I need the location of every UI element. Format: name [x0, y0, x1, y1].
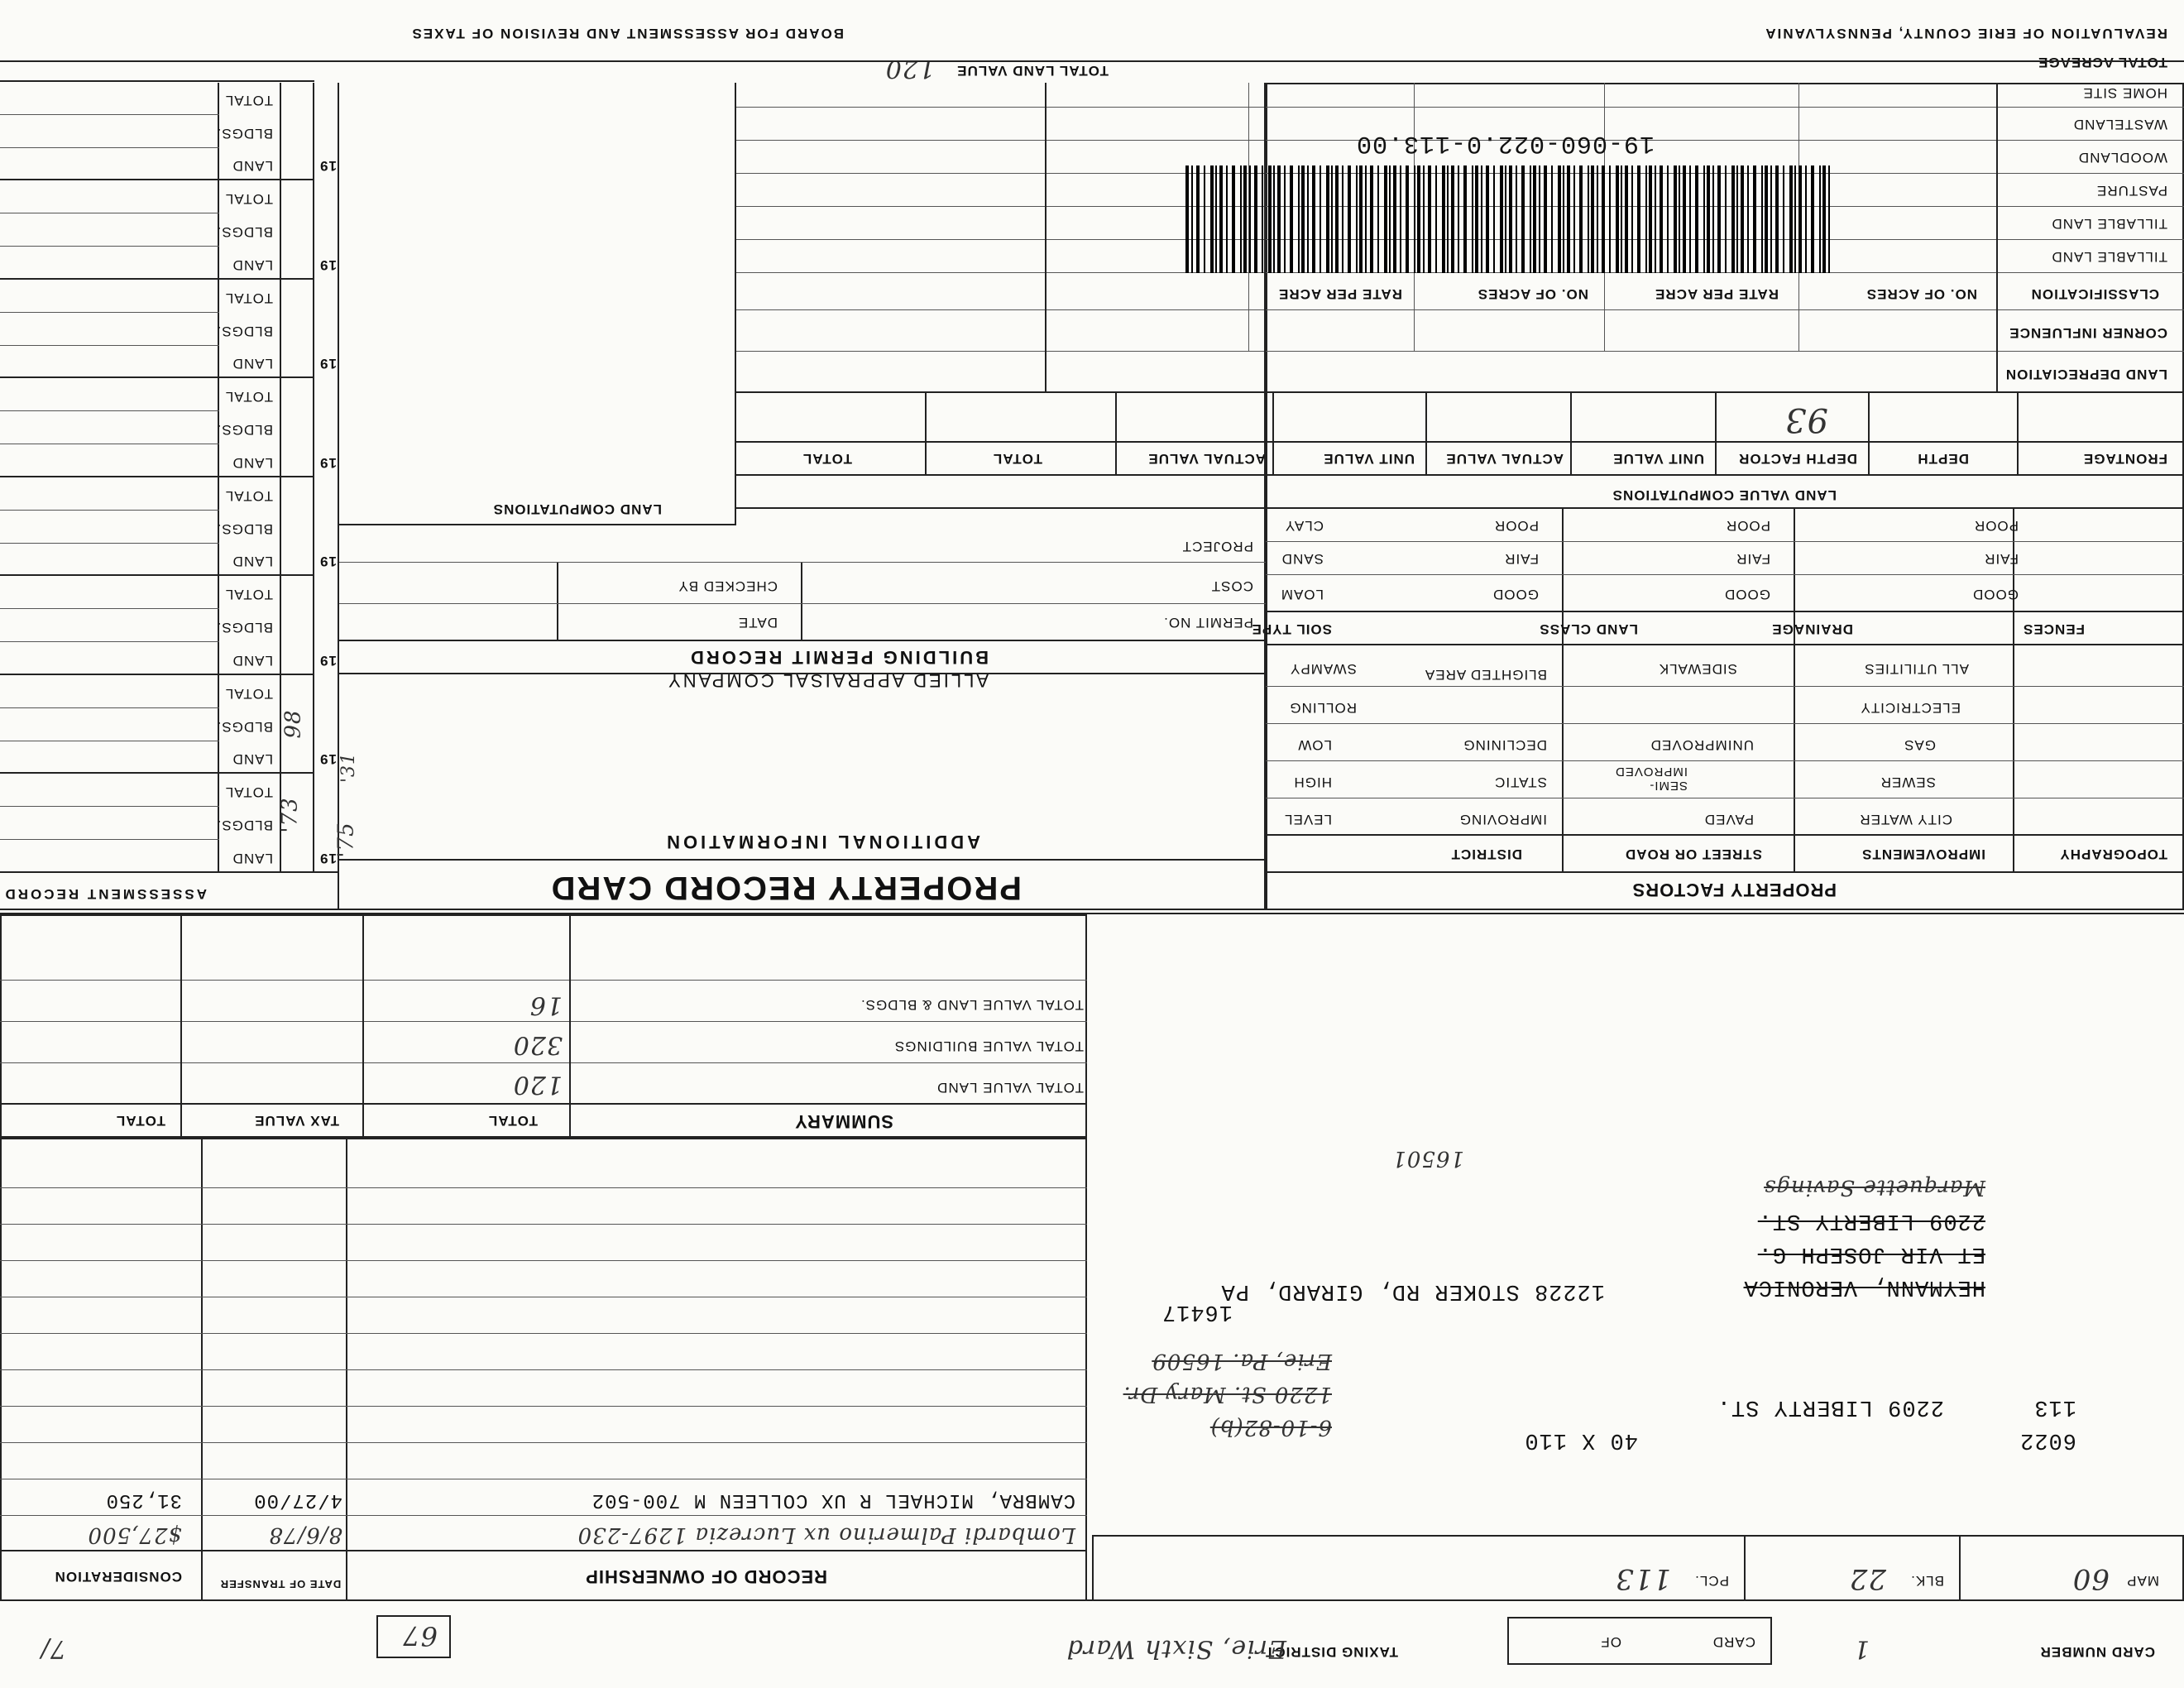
summary-tax-1: TAX VALUE [254, 1113, 339, 1129]
board-title: BOARD FOR ASSESSMENT AND REVISION OF TAXES [410, 26, 844, 41]
assessment-year-prefix: 19 [319, 257, 337, 273]
total-land-value-hand: 120 [884, 54, 935, 83]
barcode-bar [1204, 165, 1205, 273]
factor-sidewalk: SIDEWALK [1658, 661, 1737, 677]
barcode-bar [1591, 165, 1594, 273]
factor-gas: GAS [1904, 737, 1936, 753]
assessment-record-title: ASSESSMENT RECORD [2, 886, 207, 902]
factor-sewer: SEWER [1880, 774, 1936, 790]
col-total-1: TOTAL [992, 451, 1042, 467]
barcode-bar [1794, 165, 1796, 273]
summary-title: SUMMARY [794, 1111, 893, 1132]
barcode-bar [1775, 165, 1779, 273]
assessment-row-label: LAND [232, 257, 273, 273]
land-class-fair: FAIR [1504, 551, 1539, 567]
barcode-bar [1649, 165, 1652, 273]
card-of-box [1507, 1617, 1772, 1665]
barcode-bar [1384, 165, 1387, 273]
col-depth-factor: DEPTH FACTOR [1738, 451, 1857, 467]
barcode-bar [1307, 165, 1309, 273]
barcode-bar [1667, 165, 1669, 273]
total-land-value-label: TOTAL LAND VALUE [956, 63, 1109, 79]
factor-swampy: SWAMPY [1290, 661, 1357, 677]
row-wasteland: WASTELAND [2072, 117, 2167, 132]
address-street: 2209 LIBERTY ST. [1716, 1394, 1944, 1419]
factor-improving: IMPROVING [1458, 812, 1547, 827]
barcode-bar [1798, 165, 1802, 273]
factor-electricity: ELECTRICITY [1860, 700, 1961, 716]
drainage-good: GOOD [1724, 587, 1770, 602]
blk-value: 22 [1848, 1562, 1886, 1595]
address-code: 6022 [2019, 1427, 2076, 1452]
factor-topography-header: TOPOGRAPHY [2059, 846, 2167, 862]
barcode-bar [1232, 165, 1235, 273]
barcode-bar [1277, 165, 1281, 273]
barcode-bar [1761, 165, 1763, 273]
barcode-bar [1828, 165, 1830, 273]
barcode-bar [1249, 165, 1251, 273]
barcode-bar [1240, 165, 1242, 273]
summary-total-2: TOTAL [115, 1113, 165, 1129]
owner-line-2: ET VIR JOSEPH G. [1757, 1241, 1985, 1266]
barcode-bar [1290, 165, 1293, 273]
barcode-bar [1609, 165, 1611, 273]
ownership-row-1-date: 8/6/78 [268, 1523, 342, 1547]
assessment-row-label: LAND [232, 653, 273, 669]
barcode-bar [1226, 165, 1228, 273]
soil-type-header: SOIL TYPE [1251, 621, 1332, 637]
factor-low: LOW [1297, 737, 1332, 753]
map-label: MAP [2126, 1573, 2159, 1589]
assessment-row-label: TOTAL [224, 487, 273, 504]
barcode-bar [1544, 165, 1547, 273]
barcode-bar [1747, 165, 1749, 273]
barcode-bar [1770, 165, 1772, 273]
factor-district-header: DISTRICT [1450, 846, 1522, 862]
property-record-card-title: PROPERTY RECORD CARD [549, 870, 1022, 906]
barcode-bar [1637, 165, 1640, 273]
barcode-bar [1551, 165, 1553, 273]
card-label: CARD [1712, 1634, 1755, 1650]
summary-hand-3: 16 [529, 990, 563, 1019]
barcode-bar [1679, 165, 1680, 273]
assessment-row-label: BLDGS. [216, 422, 273, 439]
col-depth: DEPTH [1917, 451, 1969, 467]
barcode-bar [1645, 165, 1647, 273]
additional-information-title: ADDITIONAL INFORMATION [663, 832, 980, 852]
barcode-bar [1335, 165, 1339, 273]
barcode-bar [1428, 165, 1431, 273]
barcode-bar [1509, 165, 1512, 273]
barcode-bar [1533, 165, 1536, 273]
barcode-bar [1417, 165, 1420, 273]
barcode-bar [1822, 165, 1826, 273]
taxing-district-label: TAXING DISTRICT [1264, 1644, 1398, 1660]
drainage-fair: FAIR [1736, 551, 1770, 567]
factor-paved: PAVED [1703, 812, 1754, 827]
barcode-bar [1500, 165, 1503, 273]
barcode-bar [1573, 165, 1575, 273]
summary-hand-1: 120 [512, 1070, 563, 1099]
assessment-row-label: TOTAL [224, 587, 273, 603]
ownership-row-1-owner: Lombardi Palmerino ux Lucrezia 1297-230 [577, 1523, 1075, 1547]
row-home-site: HOME SITE [2082, 85, 2167, 101]
building-permit-title: BUILDING PERMIT RECORD [688, 647, 989, 668]
barcode-bar [1621, 165, 1622, 273]
barcode-bar [1370, 165, 1373, 273]
owner-line-1: HEYMANN, VERONICA [1743, 1274, 1985, 1299]
row-pasture: PASTURE [2095, 183, 2167, 199]
permit-no-label: PERMIT NO. [1163, 615, 1253, 631]
barcode-bar [1326, 165, 1329, 273]
ownership-row-2-date: 4/27/00 [253, 1489, 342, 1511]
land-value-computations-title: LAND VALUE COMPUTATIONS [1612, 487, 1837, 503]
new-owner-address: 12228 STOKER RD, GIRARD, PA [1220, 1278, 1605, 1303]
barcode-bar [1442, 165, 1445, 273]
barcode-bar [1210, 165, 1214, 273]
property-factors-title: PROPERTY FACTORS [1631, 880, 1837, 900]
barcode-bar [1301, 165, 1305, 273]
assessment-row-label: LAND [232, 751, 273, 768]
barcode-bar [1741, 165, 1744, 273]
hand-note: 16501 [1391, 1146, 1464, 1171]
barcode-bar [1389, 165, 1391, 273]
barcode-bar [1588, 165, 1589, 273]
row-tillable-2: TILLABLE LAND [2051, 216, 2167, 232]
col-frontage: FRONTAGE [2082, 451, 2167, 467]
row-land-depreciation: LAND DEPRECIATION [2004, 367, 2167, 382]
assessment-row-label: TOTAL [224, 784, 273, 801]
ownership-row-2-owner: CAMBRA, MICHAEL R UX COLLEEN M 700-502 [591, 1489, 1075, 1511]
row-total-acreage: TOTAL ACREAGE [2038, 55, 2167, 70]
assessment-row-label: LAND [232, 851, 273, 866]
acres-col-2: NO. OF ACRES [1477, 286, 1588, 302]
barcode-bar [1486, 165, 1489, 273]
box-number: 67 [376, 1615, 451, 1658]
ownership-row-2-consideration: 31,250 [105, 1489, 182, 1511]
barcode-bar [1254, 165, 1257, 273]
factor-street-header: STREET OR ROAD [1624, 846, 1762, 862]
summary-row-land: TOTAL VALUE LAND [936, 1080, 1084, 1096]
barcode-bar [1579, 165, 1583, 273]
barcode-bar [1493, 165, 1495, 273]
corner-mark: 7/ [40, 1634, 66, 1663]
barcode-bar [1707, 165, 1710, 273]
pcl-value: 113 [1615, 1562, 1671, 1595]
factor-declining: DECLINING [1463, 737, 1547, 753]
factor-high: HIGH [1293, 774, 1332, 790]
barcode-bar [1789, 165, 1793, 273]
barcode-bar [1712, 165, 1714, 273]
old-address-2: 1220 St. Mary Dr. [1123, 1382, 1332, 1407]
barcode-bar [1475, 165, 1478, 273]
barcode-bar [1268, 165, 1272, 273]
barcode-bar [1472, 165, 1473, 273]
barcode-bar [1435, 165, 1437, 273]
land-class-good: GOOD [1492, 587, 1539, 602]
assessment-row-label: BLDGS. [216, 125, 273, 141]
barcode-bar [1348, 165, 1351, 273]
assessment-year-prefix: 19 [319, 751, 337, 768]
barcode-bar [1530, 165, 1531, 273]
assessment-row-label: BLDGS. [216, 323, 273, 339]
depth-factor-value: 93 [1784, 400, 1828, 439]
owner-line-3: 2209 LIBERTY ST. [1757, 1208, 1985, 1233]
drainage-header: DRAINAGE [1771, 621, 1853, 637]
barcode-bar [1811, 165, 1814, 273]
fences-fair: FAIR [1984, 551, 2019, 567]
col-total-2: TOTAL [802, 451, 852, 467]
summary-total-1: TOTAL [487, 1113, 538, 1129]
assessment-row-label: BLDGS. [216, 520, 273, 537]
barcode-bar [1458, 165, 1459, 273]
assess-hand-4: 98 [280, 709, 306, 739]
barcode-text: 19-060-022.0-113.00 [1355, 129, 1655, 157]
col-unit-value-2: UNIT VALUE [1323, 451, 1415, 467]
assessment-year-prefix: 19 [319, 356, 337, 372]
barcode-bar [1451, 165, 1454, 273]
assessment-row-label: LAND [232, 455, 273, 471]
factor-static: STATIC [1494, 774, 1547, 790]
barcode-bar [1567, 165, 1570, 273]
barcode-bar [1783, 165, 1784, 273]
pcl-label: PCL. [1694, 1573, 1729, 1589]
assessment-row-label: LAND [232, 356, 273, 372]
barcode-bar [1695, 165, 1698, 273]
barcode-bar [1273, 165, 1275, 273]
barcode-bar [1563, 165, 1564, 273]
ownership-title: RECORD OF OWNERSHIP [585, 1566, 827, 1587]
summary-row-total: TOTAL VALUE LAND & BLDGS. [860, 997, 1084, 1013]
factor-semi-improved: SEMI- IMPROVED [1614, 765, 1688, 793]
of-label: OF [1600, 1634, 1621, 1650]
ownership-row-1-consideration: $27,500 [87, 1523, 182, 1547]
barcode-bar [1660, 165, 1663, 273]
col-actual-value-2: ACTUAL VALUE [1147, 451, 1266, 467]
barcode-bar [1505, 165, 1506, 273]
assess-hand-1: '75 [333, 822, 359, 858]
parcel-barcode [1176, 165, 1830, 273]
summary-hand-2: 320 [512, 1030, 563, 1059]
factor-rolling: ROLLING [1289, 700, 1357, 716]
assessment-row-label: BLDGS. [216, 620, 273, 636]
barcode-bar [1423, 165, 1425, 273]
rate-col-1: RATE PER ACRE [1655, 286, 1779, 302]
land-class-header: LAND CLASS [1539, 621, 1638, 637]
date-of-transfer-header: DATE OF TRANSFER [219, 1578, 342, 1590]
address-dims: 40 X 110 [1524, 1427, 1638, 1452]
factor-improvements-header: IMPROVEMENTS [1861, 846, 1985, 862]
factor-level: LEVEL [1284, 812, 1332, 827]
barcode-bar [1312, 165, 1315, 273]
row-tillable-1: TILLABLE LAND [2051, 249, 2167, 265]
barcode-bar [1674, 165, 1677, 273]
card-number-value: 1 [1852, 1634, 1870, 1663]
row-woodland: WOODLAND [2077, 150, 2167, 165]
land-class-poor: POOR [1493, 518, 1539, 534]
barcode-bar [1356, 165, 1358, 273]
barcode-bar [1521, 165, 1525, 273]
acres-col-1: NO. OF ACRES [1866, 286, 1977, 302]
barcode-bar [1393, 165, 1396, 273]
assessment-row-label: TOTAL [224, 191, 273, 208]
barcode-bar [1616, 165, 1619, 273]
barcode-bar [1725, 165, 1727, 273]
barcode-bar [1191, 165, 1193, 273]
barcode-bar [1481, 165, 1482, 273]
bank-name: Marquette Savings [1764, 1175, 1985, 1200]
map-value: 60 [2071, 1562, 2110, 1595]
barcode-bar [1689, 165, 1691, 273]
blk-label: BLK. [1910, 1573, 1944, 1589]
barcode-bar [1365, 165, 1367, 273]
soil-loam: LOAM [1280, 587, 1324, 602]
factor-unimproved: UNIMPROVED [1650, 737, 1754, 753]
barcode-bar [1243, 165, 1247, 273]
drainage-poor: POOR [1725, 518, 1770, 534]
barcode-bar [1602, 165, 1605, 273]
assessment-year-prefix: 19 [319, 554, 337, 570]
assessment-year-prefix: 19 [319, 653, 337, 669]
permit-date-label: DATE [737, 615, 778, 631]
assessment-year-prefix: 19 [319, 851, 337, 866]
assessment-row-label: LAND [232, 158, 273, 175]
col-actual-value-1: ACTUAL VALUE [1445, 451, 1564, 467]
old-address-1: 6-10-82(b) [1209, 1415, 1332, 1440]
soil-clay: CLAY [1284, 518, 1324, 534]
barcode-bar [1219, 165, 1223, 273]
assessment-row-label: TOTAL [224, 92, 273, 108]
factor-city-water: CITY WATER [1859, 812, 1952, 827]
rate-col-2: RATE PER ACRE [1278, 286, 1402, 302]
barcode-bar [1342, 165, 1343, 273]
assessment-row-label: TOTAL [224, 290, 273, 306]
barcode-bar [1377, 165, 1379, 273]
soil-sand: SAND [1281, 551, 1324, 567]
barcode-bar [1185, 165, 1189, 273]
barcode-bar [1262, 165, 1263, 273]
barcode-bar [1736, 165, 1738, 273]
barcode-bar [1703, 165, 1705, 273]
barcode-bar [1414, 165, 1415, 273]
fences-good: GOOD [1972, 587, 2019, 602]
assessment-row-label: BLDGS. [216, 818, 273, 834]
barcode-bar [1819, 165, 1821, 273]
consideration-header: CONSIDERATION [54, 1569, 182, 1585]
checked-by-label: CHECKED BY [678, 578, 778, 594]
land-computations-title: LAND COMPUTATIONS [492, 501, 662, 517]
barcode-bar [1447, 165, 1449, 273]
barcode-bar [1284, 165, 1286, 273]
barcode-bar [1331, 165, 1333, 273]
card-number-label: CARD NUMBER [2039, 1644, 2155, 1660]
barcode-bar [1625, 165, 1628, 273]
barcode-bar [1516, 165, 1517, 273]
new-owner-zip: 16417 [1161, 1299, 1233, 1324]
summary-row-buildings: TOTAL VALUE BUILDINGS [893, 1038, 1084, 1054]
factor-all-utilities: ALL UTILITIES [1864, 661, 1969, 677]
barcode-bar [1753, 165, 1756, 273]
barcode-bar [1765, 165, 1768, 273]
assessment-year-prefix: 19 [319, 158, 337, 175]
barcode-bar [1717, 165, 1721, 273]
factor-blighted-area: BLIGHTED AREA [1424, 667, 1547, 683]
assess-hand-3: '31 [338, 751, 359, 784]
barcode-bar [1683, 165, 1686, 273]
barcode-bar [1631, 165, 1633, 273]
barcode-bar [1805, 165, 1807, 273]
barcode-bar [1215, 165, 1217, 273]
col-unit-value-1: UNIT VALUE [1612, 451, 1704, 467]
barcode-bar [1463, 165, 1467, 273]
barcode-bar [1539, 165, 1540, 273]
barcode-bar [1298, 165, 1300, 273]
barcode-bar [1196, 165, 1200, 273]
barcode-bar [1558, 165, 1561, 273]
barcode-bar [1400, 165, 1401, 273]
old-address-3: Erie, Pa. 16509 [1152, 1349, 1332, 1374]
barcode-bar [1655, 165, 1656, 273]
assessment-row-label: LAND [232, 554, 273, 570]
allied-appraisal: ALLIED APPRAISAL COMPANY [666, 670, 989, 691]
assess-hand-2: '73 [277, 797, 303, 833]
barcode-bar [1731, 165, 1735, 273]
permit-cost-label: COST [1210, 578, 1253, 594]
assessment-row-label: TOTAL [224, 685, 273, 702]
project-label: PROJECT [1181, 539, 1253, 554]
barcode-bar [1359, 165, 1363, 273]
row-classification: CLASSIFICATION [2030, 286, 2159, 302]
assessment-row-label: BLDGS. [216, 718, 273, 735]
fences-header: FENCES [2023, 621, 2085, 637]
row-corner-influence: CORNER INFLUENCE [2009, 325, 2167, 341]
barcode-bar [1320, 165, 1321, 273]
assessment-year-prefix: 19 [319, 455, 337, 471]
address-parcel: 113 [2033, 1394, 2076, 1419]
barcode-bar [1406, 165, 1409, 273]
barcode-bar [1597, 165, 1598, 273]
assessment-row-label: BLDGS. [216, 224, 273, 241]
assessment-row-label: TOTAL [224, 389, 273, 405]
revaluation-title: REVALUATION OF ERIE COUNTY, PENNSYLVANIA [1764, 26, 2167, 41]
fences-poor: POOR [1973, 518, 2019, 534]
taxing-district-value: Erie, Sixth Ward [1066, 1634, 1286, 1663]
